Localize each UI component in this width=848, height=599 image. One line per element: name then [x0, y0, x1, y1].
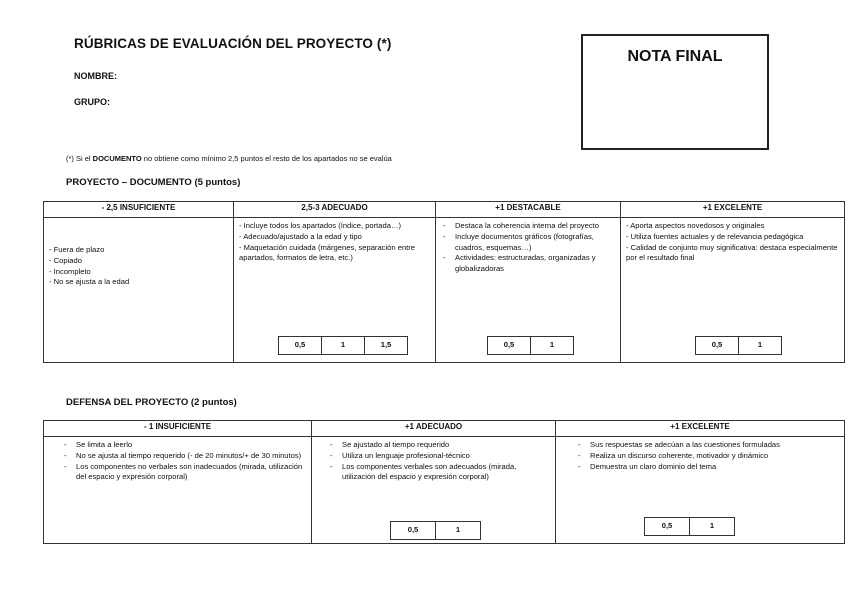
document-title: RÚBRICAS DE EVALUACIÓN DEL PROYECTO (*) [74, 36, 392, 51]
list-item: - Aporta aspectos novedosos y originales [626, 221, 765, 230]
documento-heading: PROYECTO – DOCUMENTO (5 puntos) [66, 177, 241, 188]
def-cell-excelente [556, 437, 845, 544]
def-header-insuficiente: - 1 INSUFICIENTE [44, 421, 312, 437]
doc-header-insuficiente: - 2,5 INSUFICIENTE [44, 202, 234, 218]
doc-header-adecuado: 2,5-3 ADECUADO [234, 202, 436, 218]
score-option[interactable]: 1 [322, 337, 365, 355]
list-item: - No se ajusta a la edad [49, 277, 130, 287]
score-option[interactable]: 1 [531, 337, 574, 355]
list-item: - Copiado [49, 255, 82, 265]
list-item: - Demuestra un claro dominio del tema [576, 462, 836, 473]
doc-cell-excelente [621, 218, 845, 363]
score-option[interactable]: 1 [739, 337, 782, 355]
list-item: - Incluye documentos gráficos (fotografías, cuadros, esquemas…) [441, 232, 615, 254]
doc-header-destacable: +1 DESTACABLE [436, 202, 621, 218]
list-item: - Utiliza fuentes actuales y de relevancia pedagógica [626, 231, 804, 241]
nota-final-box [581, 34, 769, 150]
list-item: - Fuera de plazo [49, 245, 105, 254]
doc-header-excelente: +1 EXCELENTE [621, 202, 845, 218]
list-item: - Los componentes no verbales son inadecuados (mirada, utilización del espacio y expresión corporal) [62, 462, 306, 484]
list-item: - Se limita a leerlo [62, 440, 306, 451]
nombre-label: NOMBRE: [74, 71, 117, 81]
doc-score-destacable [487, 336, 574, 355]
doc-cell-destacable [436, 218, 621, 363]
score-option[interactable]: 0,5 [696, 337, 739, 355]
list-item: - Los componentes verbales son adecuados (mirada, utilización del espacio y expresión corporal) [328, 462, 550, 484]
score-option[interactable]: 1,5 [365, 337, 408, 355]
list-item: - No se ajusta al tiempo requerido (- de 20 minutos/+ de 30 minutos) [62, 451, 306, 462]
list-item: - Sus respuestas se adecúan a las cuestiones formuladas [576, 440, 836, 451]
defensa-heading: DEFENSA DEL PROYECTO (2 puntos) [66, 397, 237, 408]
doc-cell-insuficiente [44, 218, 234, 363]
list-item: - Incluye todos los apartados (índice, portada…) [239, 221, 402, 230]
list-item: - Utiliza un lenguaje profesional-técnico [328, 451, 550, 462]
list-item: - Calidad de conjunto muy significativa: destaca especialmente por el resultado final [626, 242, 838, 263]
list-item: - Adecuado/ajustado a la edad y tipo [239, 231, 362, 241]
documento-rubric-table [43, 201, 845, 363]
list-item: - Incompleto [49, 266, 91, 276]
list-item: - Realiza un discurso coherente, motivador y dinámico [576, 451, 836, 462]
score-option[interactable]: 0,5 [391, 522, 436, 540]
doc-score-adecuado [278, 336, 408, 355]
score-option[interactable]: 0,5 [488, 337, 531, 355]
score-option[interactable]: 0,5 [645, 518, 690, 536]
def-cell-insuficiente [44, 437, 312, 544]
def-score-excelente [644, 517, 735, 536]
doc-score-excelente [695, 336, 782, 355]
list-item: - Destaca la coherencia interna del proyecto [441, 221, 615, 232]
score-option[interactable]: 1 [436, 522, 481, 540]
score-option[interactable]: 0,5 [279, 337, 322, 355]
def-score-adecuado [390, 521, 481, 540]
score-option[interactable]: 1 [690, 518, 735, 536]
nota-final-label: NOTA FINAL [627, 48, 723, 65]
def-header-excelente: +1 EXCELENTE [556, 421, 845, 437]
grupo-label: GRUPO: [74, 97, 110, 107]
doc-cell-adecuado [234, 218, 436, 363]
list-item: - Actividades: estructuradas, organizadas y globalizadoras [441, 253, 615, 275]
list-item: - Maquetación cuidada (márgenes, separación entre apartados, formatos de letra, etc.) [239, 242, 416, 263]
list-item: - Se ajustado al tiempo requerido [328, 440, 550, 451]
defensa-rubric-table [43, 420, 845, 544]
footnote: (*) Si el DOCUMENTO no obtiene como mínimo 2,5 puntos el resto de los apartados no se evalúa [66, 154, 392, 163]
def-header-adecuado: +1 ADECUADO [312, 421, 556, 437]
def-cell-adecuado [312, 437, 556, 544]
